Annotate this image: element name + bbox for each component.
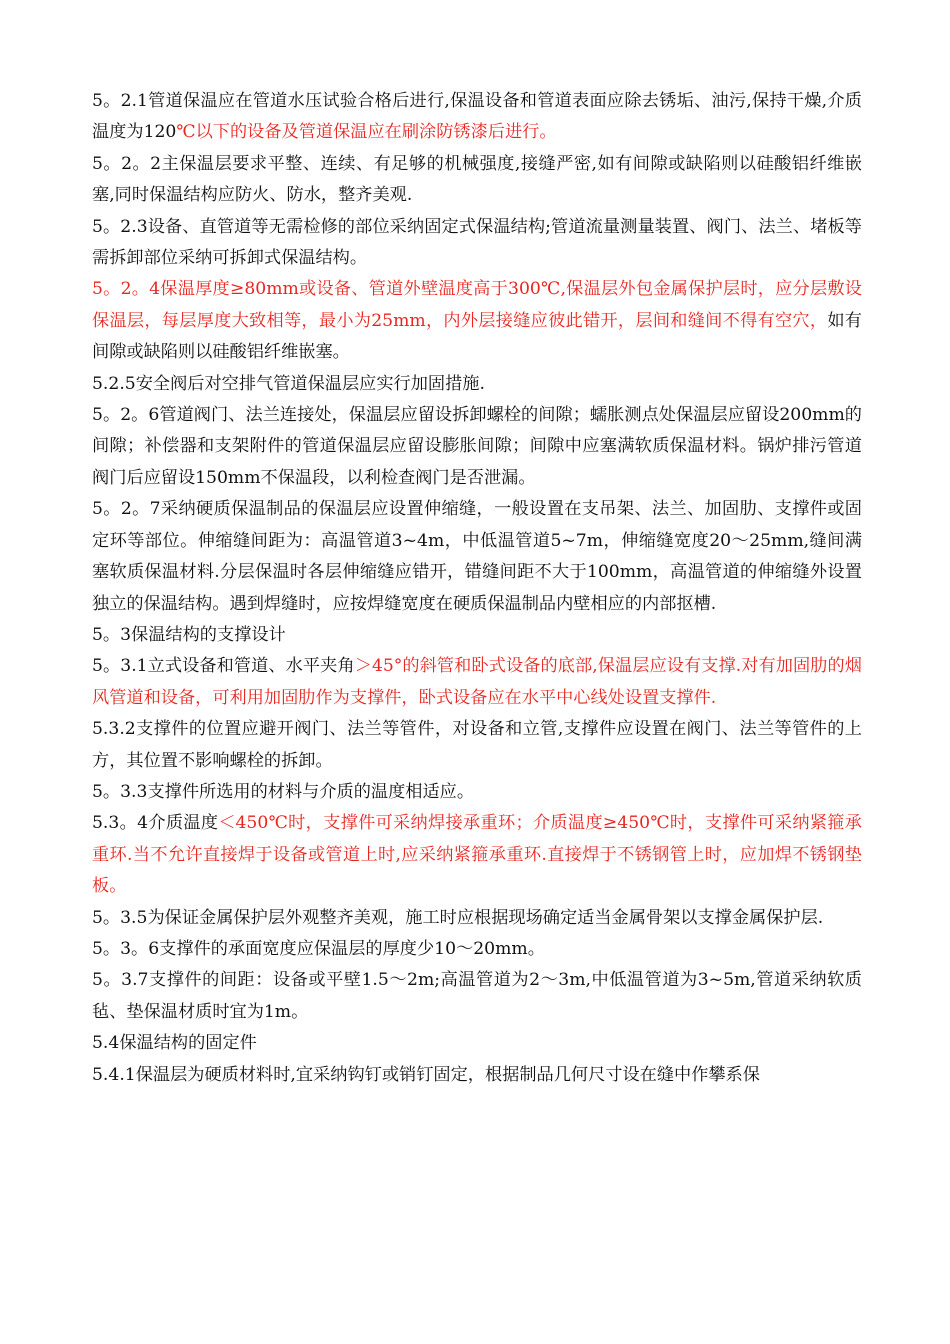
heading-text: 5.4保温结构的固定件 bbox=[92, 1033, 257, 1054]
section-heading-5-4 bbox=[92, 1028, 862, 1059]
paragraph-text: 5。2.1管道保温应在管道水压试验合格后进行,保温设备和管道表面应除去锈垢、油污,保持干燥,介质温度为120 bbox=[92, 91, 862, 143]
paragraph-5-3-6 bbox=[92, 934, 862, 965]
paragraph-text: 如有间隙或缺陷则以硅酸铝纤维嵌塞。 bbox=[92, 310, 862, 363]
paragraph-5-2-5 bbox=[92, 369, 862, 400]
paragraph-text: 5。2。7采纳硬质保温制品的保温层应设置伸缩缝，一般设置在支吊架、法兰、加固肋、支撑件或固定环等部位。伸缩缝间距为：高温管道3~4m，中低温管道5~7m，伸缩缝宽度20～25mm,缝间满塞软质保温材料.分层保温时各层伸缩缝应错开，错缝间距不大于100mm，高温管道的伸缩缝外设置独立的保温结构。遇到焊缝时，应按焊缝宽度在硬质保温制品内壁相应的内部抠槽. bbox=[92, 499, 862, 614]
paragraph-5-2-3 bbox=[92, 212, 862, 275]
paragraph-text: 5.2.5安全阀后对空排气管道保温层应实行加固措施. bbox=[92, 373, 485, 394]
paragraph-text-highlight: 5。2。4保温厚度≥80mm或设备、管道外壁温度高于300℃,保温层外包金属保护层时，应分层敷设保温层，每层厚度大致相等，最小为25mm，内外层接缝应彼此错开，层间和缝间不得有空穴， bbox=[92, 279, 862, 331]
paragraph-5-2-4 bbox=[92, 274, 862, 368]
paragraph-text: 5。3.1立式设备和管道、水平夹角 bbox=[92, 656, 355, 677]
paragraph-text: 5.4.1保温层为硬质材料时,宜采纳钩钉或销钉固定，根据制品几何尺寸设在缝中作攀系保 bbox=[92, 1064, 760, 1085]
section-heading-5-3 bbox=[92, 620, 862, 651]
paragraph-text: 5。3。6支撑件的承面宽度应保温层的厚度少10～20mm。 bbox=[92, 938, 545, 959]
paragraph-5-3-5 bbox=[92, 903, 862, 934]
paragraph-5-3-2 bbox=[92, 714, 862, 777]
paragraph-5-2-6 bbox=[92, 400, 862, 494]
paragraph-5-3-4 bbox=[92, 808, 862, 902]
paragraph-text-highlight: ＞45°的斜管和卧式设备的底部,保温层应设有支撑.对有加固肋的烟风管道和设备，可利用加固肋作为支撑件，卧式设备应在水平中心线处设置支撑件. bbox=[92, 656, 862, 708]
paragraph-text: 5。2。6管道阀门、法兰连接处，保温层应留设拆卸螺栓的间隙；蠕胀测点处保温层应留设200mm的间隙；补偿器和支架附件的管道保温层应留设膨胀间隙；间隙中应塞满软质保温材料。锅炉排污管道阀门后应留设150mm不保温段，以利检查阀门是否泄漏。 bbox=[92, 405, 862, 488]
paragraph-5-3-7 bbox=[92, 965, 862, 1028]
paragraph-text-highlight: ＜450℃时，支撑件可采纳焊接承重环；介质温度≥450℃时，支撑件可采纳紧箍承重环.当不允许直接焊于设备或管道上时,应采纳紧箍承重环.直接焊于不锈钢管上时，应加焊不锈钢垫板。 bbox=[92, 813, 862, 897]
document-page bbox=[92, 86, 862, 1091]
paragraph-text: 5。2.3设备、直管道等无需检修的部位采纳固定式保温结构;管道流量测量装置、阀门、法兰、堵板等需拆卸部位采纳可拆卸式保温结构。 bbox=[92, 216, 862, 269]
heading-text: 5。3保温结构的支撑设计 bbox=[92, 624, 286, 645]
paragraph-5-2-2 bbox=[92, 149, 862, 212]
paragraph-text: 5。3.3支撑件所选用的材料与介质的温度相适应。 bbox=[92, 781, 475, 802]
paragraph-text: 5.3。4介质温度 bbox=[92, 813, 219, 834]
paragraph-text-highlight: ℃以下的设备及管道保温应在刷涂防锈漆后进行。 bbox=[176, 122, 557, 143]
paragraph-5-2-1 bbox=[92, 86, 862, 149]
paragraph-text: 5。3.5为保证金属保护层外观整齐美观，施工时应根据现场确定适当金属骨架以支撑金属保护层. bbox=[92, 907, 824, 928]
paragraph-5-3-3 bbox=[92, 777, 862, 808]
paragraph-text: 5。3.7支撑件的间距：设备或平壁1.5～2m;高温管道为2～3m,中低温管道为3~5m,管道采纳软质毡、垫保温材质时宜为1m。 bbox=[92, 970, 862, 1022]
paragraph-5-2-7 bbox=[92, 494, 862, 620]
paragraph-text: 5.3.2支撑件的位置应避开阀门、法兰等管件，对设备和立管,支撑件应设置在阀门、法兰等管件的上方，其位置不影响螺栓的拆卸。 bbox=[92, 719, 862, 771]
paragraph-text: 5。2。2主保温层要求平整、连续、有足够的机械强度,接缝严密,如有间隙或缺陷则以硅酸铝纤维嵌塞,同时保温结构应防火、防水，整齐美观. bbox=[92, 153, 862, 206]
paragraph-5-4-1 bbox=[92, 1060, 862, 1091]
paragraph-5-3-1 bbox=[92, 651, 862, 714]
